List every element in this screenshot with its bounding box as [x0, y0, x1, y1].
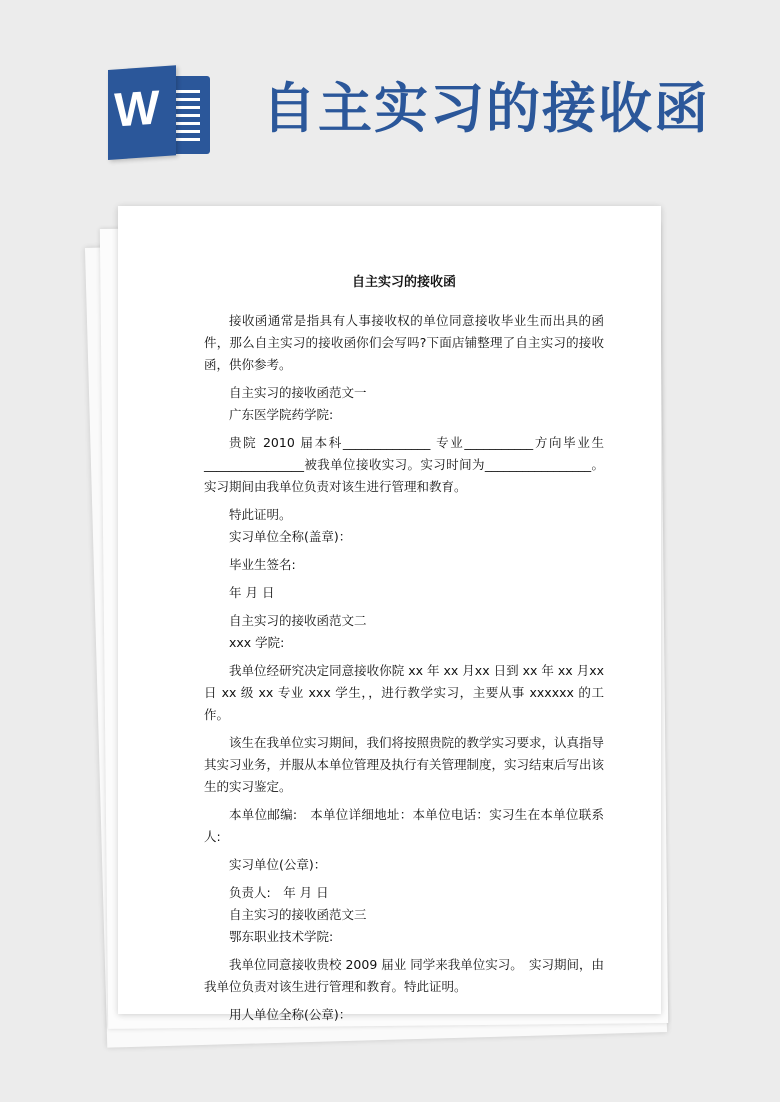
intro-paragraph: 接收函通常是指具有人事接收权的单位同意接收毕业生而出具的函件，那么自主实习的接收函你们会写吗?下面店铺整理了自主实习的接收函，供你参考。 [204, 313, 604, 372]
closing-line: 特此证明。 [229, 507, 292, 522]
body-paragraph: 我单位经研究决定同意接收你院 xx 年 xx 月xx 日到 xx 年 xx 月xx 日 xx 级 xx 专业 xxx 学生，，进行教学实习，主要从事 xxxxxx 的工作。 [204, 663, 604, 722]
banner [0, 0, 780, 200]
body-paragraph: 贵院 2010 届本科______________ 专业___________方向毕业生________________被我单位接收实习。实习时间为_________________。实习期间由我单位负责对该生进行管理和教育。 [204, 435, 604, 494]
addressee: 鄂东职业技术学院: [229, 929, 334, 944]
signature-line: 用人单位全称(公章)： [229, 1007, 352, 1022]
date-line: 年 月 日 [229, 585, 275, 600]
word-icon-letter: W [114, 81, 160, 138]
document-page [118, 206, 661, 1022]
body-paragraph: 我单位同意接收贵校 2009 届业 同学来我单位实习。 实习期间，由我单位负责对该生进行管理和教育。特此证明。 [204, 957, 604, 994]
date-line: 负责人: 年 月 日 [229, 885, 329, 900]
document-title: 自主实习的接收函 [351, 275, 456, 290]
body-paragraph: 本单位邮编: 本单位详细地址：本单位电话：实习生在本单位联系人: [204, 807, 604, 844]
section-heading: 自主实习的接收函范文三 [229, 907, 367, 922]
document-content [204, 272, 604, 1026]
body-paragraph: 该生在我单位实习期间，我们将按照贵院的教学实习要求，认真指导其实习业务，并服从本单位管理及执行有关管理制度，实习结束后写出该生的实习鉴定。 [204, 735, 605, 794]
addressee: 广东医学院药学院: [229, 407, 334, 422]
section-heading: 自主实习的接收函范文二 [229, 613, 367, 628]
addressee: xxx 学院: [229, 635, 285, 650]
banner-title: 自主实习的接收函 [262, 77, 710, 140]
section-heading: 自主实习的接收函范文一 [229, 385, 367, 400]
signature-line: 毕业生签名: [229, 557, 296, 572]
signature-line: 实习单位(公章)： [229, 857, 327, 872]
word-icon [108, 70, 210, 160]
signature-line: 实习单位全称(盖章)： [229, 529, 352, 544]
